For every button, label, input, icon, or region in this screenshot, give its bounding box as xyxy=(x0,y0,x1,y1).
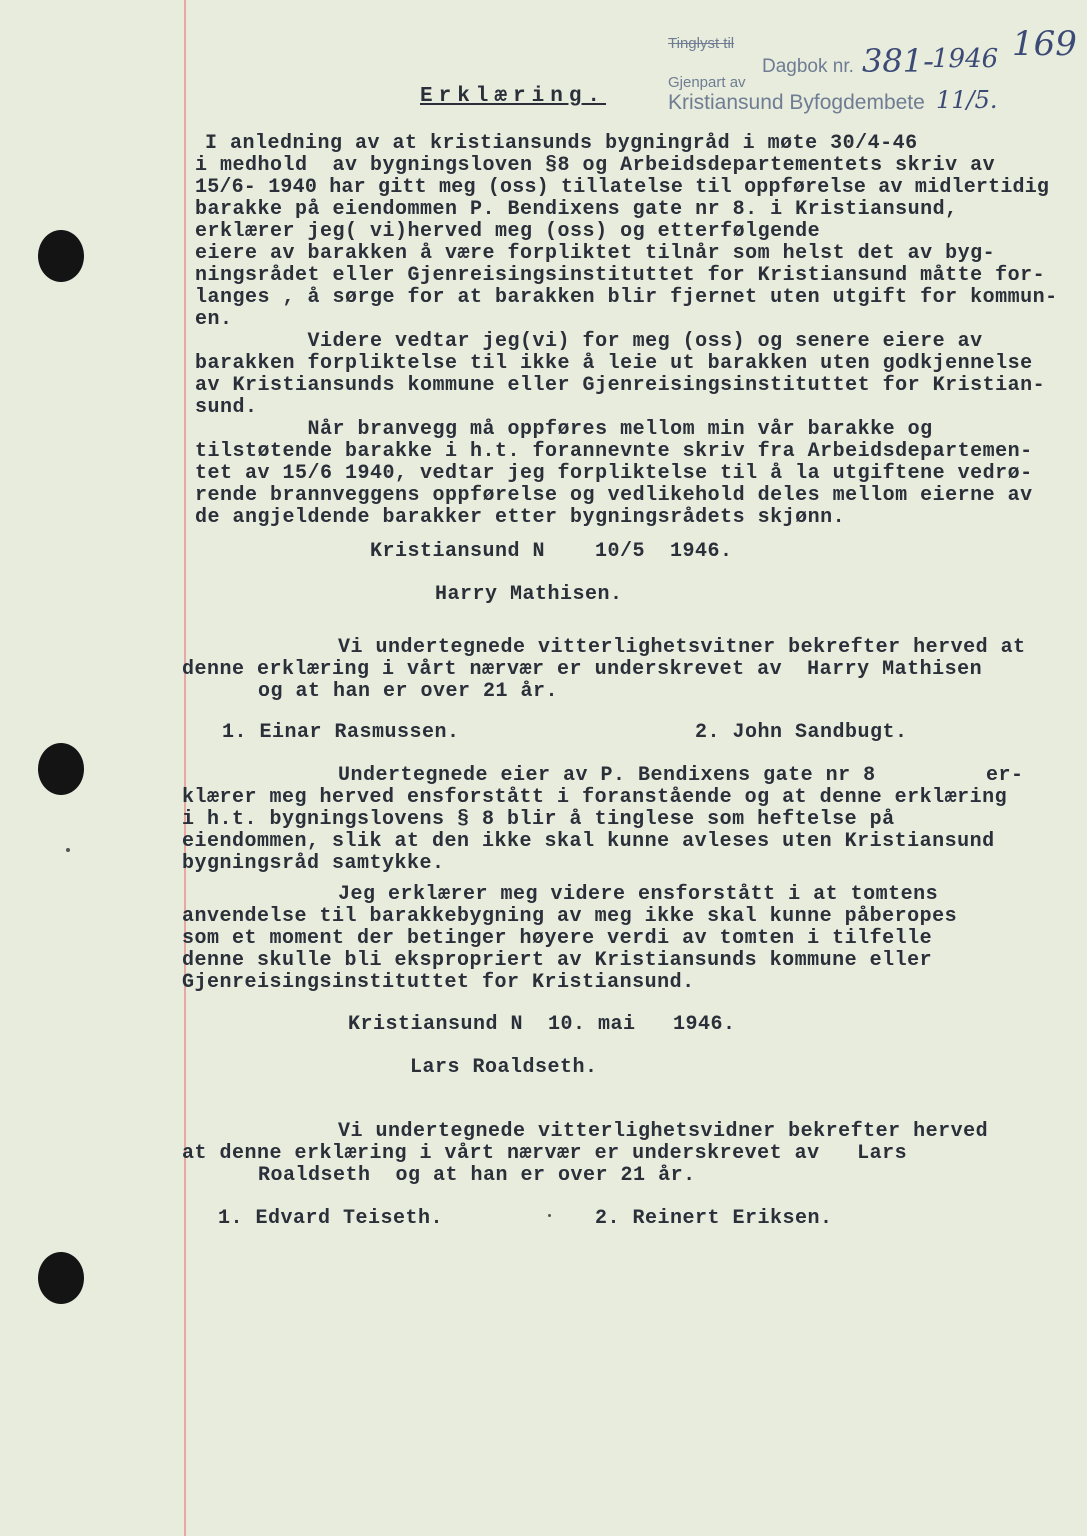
stamp-office: Kristiansund Byfogdembete xyxy=(668,91,925,114)
text-line: eiere av barakken å være forpliktet tilnår som helst det av byg- xyxy=(195,242,996,265)
stamp-date: 11/5. xyxy=(936,86,998,114)
page-number: 169 xyxy=(1012,24,1077,64)
text-line: og at han er over 21 år. xyxy=(258,680,559,703)
text-line: ningsrådet eller Gjenreisingsinstituttet for Kristiansund måtte for- xyxy=(195,264,1046,287)
text-line: barakken forpliktelse til ikke å leie ut barakken uten godkjennelse xyxy=(195,352,1033,375)
text-line: I anledning av at kristiansunds bygningråd i møte 30/4-46 xyxy=(205,132,918,155)
text-line: erklærer jeg( vi)herved meg (oss) og etterfølgende xyxy=(195,220,821,243)
witness-1: 1. Einar Rasmussen. xyxy=(222,721,460,744)
margin-line xyxy=(184,0,186,1536)
text-line: denne skulle bli ekspropriert av Kristiansunds kommune eller xyxy=(182,949,933,972)
text-line: i medhold av bygningsloven §8 og Arbeidsdepartementets skriv av xyxy=(195,154,996,177)
text-line: langes , å sørge for at barakken blir fjernet uten utgift for kommun- xyxy=(195,286,1058,309)
text-line: tet av 15/6 1940, vedtar jeg forpliktelse til å la utgiftene vedrø- xyxy=(195,462,1033,485)
document-title: Erklæring. xyxy=(420,85,607,108)
witness-1: 1. Edvard Teiseth. xyxy=(218,1207,444,1230)
text-line: Jeg erklærer meg videre ensforstått i at tomtens xyxy=(338,883,939,906)
text-line: denne erklæring i vårt nærvær er underskrevet av Harry Mathisen xyxy=(182,658,983,681)
text-line: anvendelse til barakkebygning av meg ikke skal kunne påberopes xyxy=(182,905,958,928)
text-line: er- xyxy=(986,764,1024,787)
dagbok-year: 1946 xyxy=(932,44,999,74)
punch-hole-bottom xyxy=(38,1252,84,1304)
text-line: Gjenreisingsinstituttet for Kristiansund. xyxy=(182,971,695,994)
text-line: Når branvegg må oppføres mellom min vår barakke og xyxy=(195,418,933,441)
text-line: at denne erklæring i vårt nærvær er underskrevet av Lars xyxy=(182,1142,908,1165)
signature-name: Harry Mathisen. xyxy=(435,583,623,606)
text-line: sund. xyxy=(195,396,258,419)
witness-2: 2. Reinert Eriksen. xyxy=(595,1207,833,1230)
place-date-line: Kristiansund N 10. mai 1946. xyxy=(348,1013,736,1036)
speck xyxy=(66,848,70,852)
text-line: Roaldseth og at han er over 21 år. xyxy=(258,1164,696,1187)
punch-hole-top xyxy=(38,230,84,282)
text-line: de angjeldende barakker etter bygningsrådets skjønn. xyxy=(195,506,846,529)
text-line: barakke på eiendommen P. Bendixens gate nr 8. i Kristiansund, xyxy=(195,198,958,221)
text-line: som et moment der betinger høyere verdi av tomten i tilfelle xyxy=(182,927,933,950)
text-line: bygningsråd samtykke. xyxy=(182,852,445,875)
punch-hole-middle xyxy=(38,743,84,795)
text-line: Videre vedtar jeg(vi) for meg (oss) og senere eiere av xyxy=(195,330,983,353)
stamp-prefix: Tinglyst til xyxy=(668,35,735,52)
text-line: Undertegnede eier av P. Bendixens gate nr 8 xyxy=(338,764,876,787)
dagbok-label: Dagbok nr. xyxy=(762,56,854,77)
dagbok-number: 381- xyxy=(862,42,934,80)
witness-2: 2. John Sandbugt. xyxy=(695,721,908,744)
text-line: Vi undertegnede vitterlighetsvidner bekrefter herved xyxy=(338,1120,989,1143)
speck xyxy=(548,1214,551,1217)
text-line: 15/6- 1940 har gitt meg (oss) tillatelse til oppførelse av midlertidig xyxy=(195,176,1050,199)
text-line: eiendommen, slik at den ikke skal kunne avleses uten Kristiansund xyxy=(182,830,995,853)
text-line: tilstøtende barakke i h.t. forannevnte skriv fra Arbeidsdepartemen- xyxy=(195,440,1033,463)
text-line: klærer meg herved ensforstått i foranstående og at denne erklæring xyxy=(182,786,1008,809)
text-line: en. xyxy=(195,308,233,331)
text-line: rende brannveggens oppførelse og vedlikehold deles mellom eierne av xyxy=(195,484,1033,507)
signature-name: Lars Roaldseth. xyxy=(410,1056,598,1079)
stamp-copy: Gjenpart av xyxy=(668,74,746,91)
text-line: i h.t. bygningslovens § 8 blir å tinglese som heftelse på xyxy=(182,808,895,831)
text-line: Vi undertegnede vitterlighetsvitner bekrefter herved at xyxy=(338,636,1026,659)
place-date-line: Kristiansund N 10/5 1946. xyxy=(370,540,733,563)
text-line: av Kristiansunds kommune eller Gjenreisingsinstituttet for Kristian- xyxy=(195,374,1046,397)
